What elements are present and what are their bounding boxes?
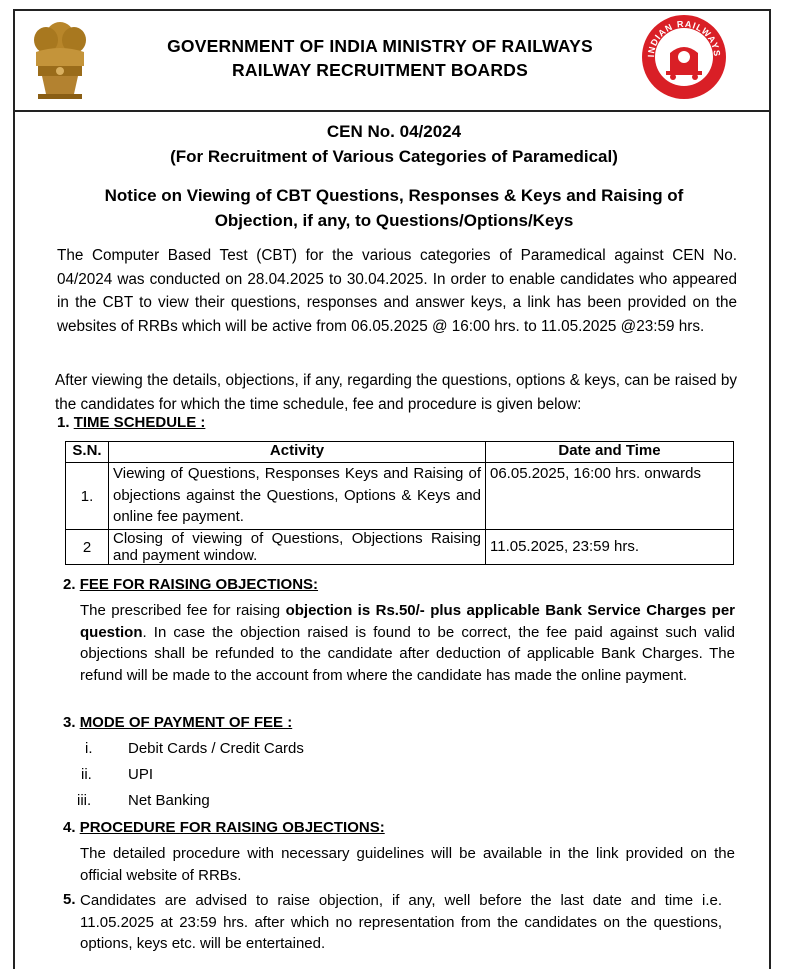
column-header: S.N.	[66, 442, 109, 463]
svg-text:INDIAN RAILWAYS: INDIAN RAILWAYS	[645, 18, 723, 58]
header-ministry: GOVERNMENT OF INDIA MINISTRY OF RAILWAYS	[167, 36, 593, 56]
column-header: Activity	[109, 442, 486, 463]
section5-number: 5.	[63, 891, 76, 908]
list-item-num: iii.	[77, 792, 92, 809]
instructions-paragraph: After viewing the details, objections, if any, regarding the questions, options & keys, can be raised by the candidates for which the time schedule, fee and procedure is given below:	[55, 372, 737, 413]
table-row	[66, 463, 734, 530]
list-item: UPI	[128, 766, 154, 783]
list-item: Debit Cards / Credit Cards	[128, 740, 304, 757]
header-boards: RAILWAY RECRUITMENT BOARDS	[232, 60, 528, 80]
table-cell-activity: Closing of viewing of Questions, Objections Raising and payment window.	[109, 530, 486, 565]
time-schedule-table	[65, 441, 734, 565]
notice-subtitle: (For Recruitment of Various Categories of Paramedical)	[170, 147, 618, 166]
section4-heading: 4. PROCEDURE FOR RAISING OBJECTIONS:	[63, 819, 385, 836]
table-cell-sn: 1.	[66, 463, 109, 530]
advisory-paragraph: Candidates are advised to raise objection, if any, well before the last date and time i.e. 11.05.2025 at 23:59 hrs. after which no representation from the candidates on the questions, options, keys etc. will be entertained.	[80, 892, 722, 952]
table-row	[66, 530, 734, 565]
list-item-num: i.	[85, 740, 93, 757]
table-header-row	[66, 442, 734, 463]
section3-heading: 3. MODE OF PAYMENT OF FEE :	[63, 714, 293, 731]
table-cell-activity: Viewing of Questions, Responses Keys and Raising of objections against the Questions, Options & Keys and online fee payment.	[109, 463, 486, 530]
national-emblem-icon	[24, 14, 96, 102]
column-header: Date and Time	[486, 442, 734, 463]
intro-paragraph: The Computer Based Test (CBT) for the various categories of Paramedical against CEN No. 04/2024 was conducted on 28.04.2025 to 30.04.2025. In order to enable candidates who appeared in the CBT to view their questions, responses and answer keys, a link has been provided on the websites of RRBs which will be active from 06.05.2025 @ 16:00 hrs. to 11.05.2025 @23:59 hrs.	[57, 247, 737, 335]
section2-heading: 2. FEE FOR RAISING OBJECTIONS:	[63, 576, 319, 593]
indian-railways-logo	[640, 13, 728, 101]
procedure-paragraph: The detailed procedure with necessary guidelines will be available in the link provided on the official website of RRBs.	[80, 845, 735, 884]
list-item: Net Banking	[128, 792, 210, 809]
notice-title-line2: Objection, if any, to Questions/Options/Keys	[214, 211, 574, 230]
cen-number: CEN No. 04/2024	[326, 122, 462, 141]
list-item-num: ii.	[81, 766, 92, 783]
table-cell-date: 06.05.2025, 16:00 hrs. onwards	[486, 463, 734, 530]
section1-heading: 1. TIME SCHEDULE :	[57, 414, 206, 431]
notice-title-line1: Notice on Viewing of CBT Questions, Responses & Keys and Raising of	[104, 186, 684, 205]
table-cell-date: 11.05.2025, 23:59 hrs.	[486, 530, 734, 565]
table-cell-sn: 2	[66, 530, 109, 565]
fee-paragraph: The prescribed fee for raising objection is Rs.50/- plus applicable Bank Service Charges per question. In case the objection raised is found to be correct, the fee paid against such valid objections shall be refunded to the candidate after deduction of applicable Bank Charges. The refund will be made to the account from where the candidate has made the online payment.	[80, 602, 735, 684]
